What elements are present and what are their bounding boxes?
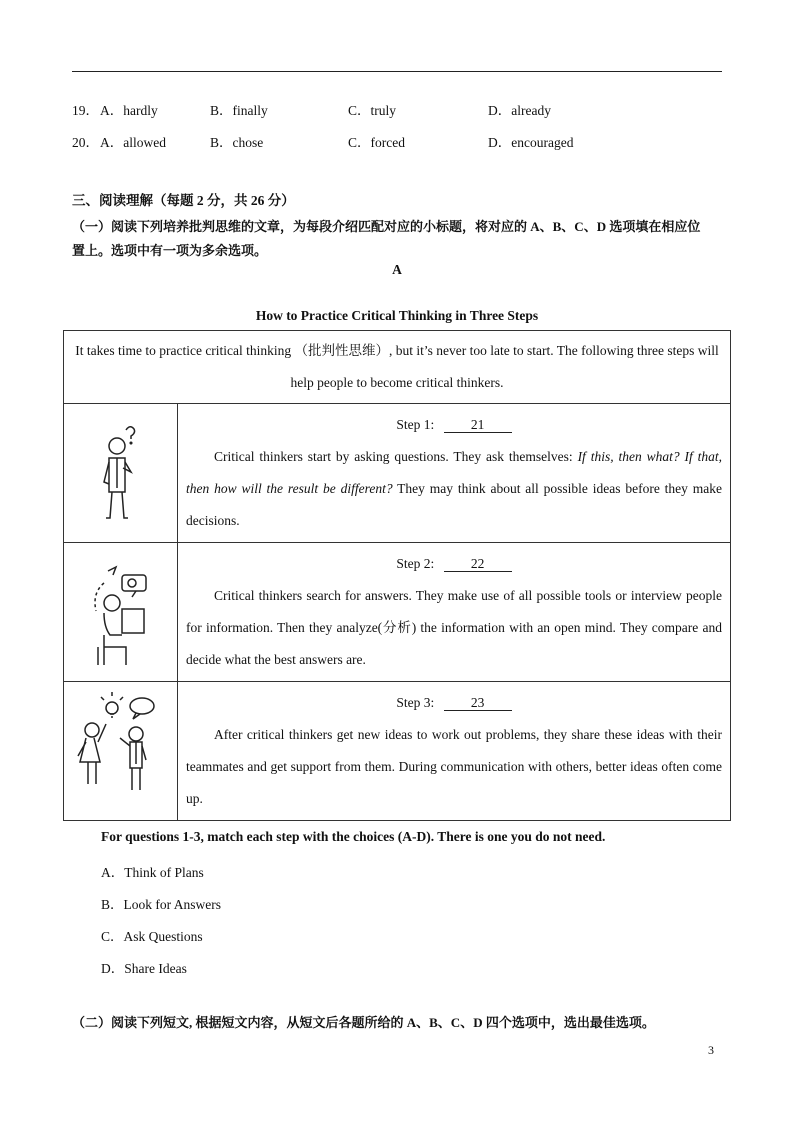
choice-c: C．Ask Questions <box>101 929 203 944</box>
step2-text: Critical thinkers search for answers. They make use of all possible tools or interview people for information. Then they analyze(分析) the information with an open mind. They compare and decide what the best answers are. <box>186 588 722 667</box>
answer-blank-21[interactable]: 21 <box>444 417 512 433</box>
choice-b: B．Look for Answers <box>101 897 221 912</box>
step1-heading <box>186 409 722 441</box>
header-rule <box>72 71 722 72</box>
option-b: B．finally <box>210 103 268 118</box>
option-a: A．hardly <box>100 103 158 118</box>
step-label: Step 3: <box>396 695 435 710</box>
part1-instruction-line2: 置上。选项中有一项为多余选项。 <box>72 243 268 258</box>
question-number: 20． <box>72 135 99 150</box>
step3-heading <box>186 687 722 719</box>
section-title: 三、阅读理解（每题 2 分，共 26 分） <box>72 193 295 208</box>
option-c: C．truly <box>348 103 397 118</box>
step3-cell <box>178 682 731 821</box>
choice-a: A．Think of Plans <box>101 865 204 880</box>
option-b: B．chose <box>210 135 264 150</box>
step2-cell <box>178 543 731 682</box>
part2-instruction: （二）阅读下列短文, 根据短文内容，从短文后各题所给的 A、B、C、D 四个选项中，选出最佳选项。 <box>72 1015 655 1030</box>
step-label: Step 2: <box>396 556 435 571</box>
questions-instruction: For questions 1-3, match each step with the choices (A-D). There is one you do not need. <box>101 829 606 844</box>
step1-cell <box>178 404 731 543</box>
step3-picture <box>64 682 178 821</box>
steps-table <box>63 330 731 821</box>
step3-text: After critical thinkers get new ideas to work out problems, they share these ideas with their teammates and get support from them. During communication with others, better ideas often come up. <box>186 727 722 806</box>
step-text-plain: Critical thinkers start by asking questions. They ask themselves: <box>214 449 578 464</box>
step2-heading <box>186 548 722 580</box>
step-label: Step 1: <box>396 417 435 432</box>
option-d: D．already <box>488 103 551 118</box>
step-text-after: They may think about all possible ideas before they make decisions. <box>186 481 722 528</box>
intro-cell: It takes time to practice critical thinking （批判性思维）, but it’s never too late to start. The following three steps will help people to become critical thinkers. <box>64 331 731 404</box>
page-number: 3 <box>708 1043 714 1057</box>
option-d: D．encouraged <box>488 135 574 150</box>
answer-blank-23[interactable]: 23 <box>444 695 512 711</box>
passage-title: How to Practice Critical Thinking in Three Steps <box>255 308 539 323</box>
option-c: C．forced <box>348 135 405 150</box>
option-a: A．allowed <box>100 135 166 150</box>
person-at-computer-icon <box>64 543 177 681</box>
step1-picture <box>64 404 178 543</box>
passage-letter: A <box>392 262 402 277</box>
step2-picture <box>64 543 178 682</box>
choice-d: D．Share Ideas <box>101 961 187 976</box>
thinking-person-icon <box>64 404 177 542</box>
answer-blank-22[interactable]: 22 <box>444 556 512 572</box>
question-number: 19． <box>72 103 99 118</box>
step-text-italic: If this, then what? If that, then how will the result be different? <box>186 449 722 496</box>
part1-instruction-line1: （一）阅读下列培养批判思维的文章，为每段介绍匹配对应的小标题，将对应的 A、B、C、D 选项填在相应位 <box>72 219 701 234</box>
step1-text <box>186 441 722 537</box>
two-people-talking-icon <box>64 682 177 820</box>
